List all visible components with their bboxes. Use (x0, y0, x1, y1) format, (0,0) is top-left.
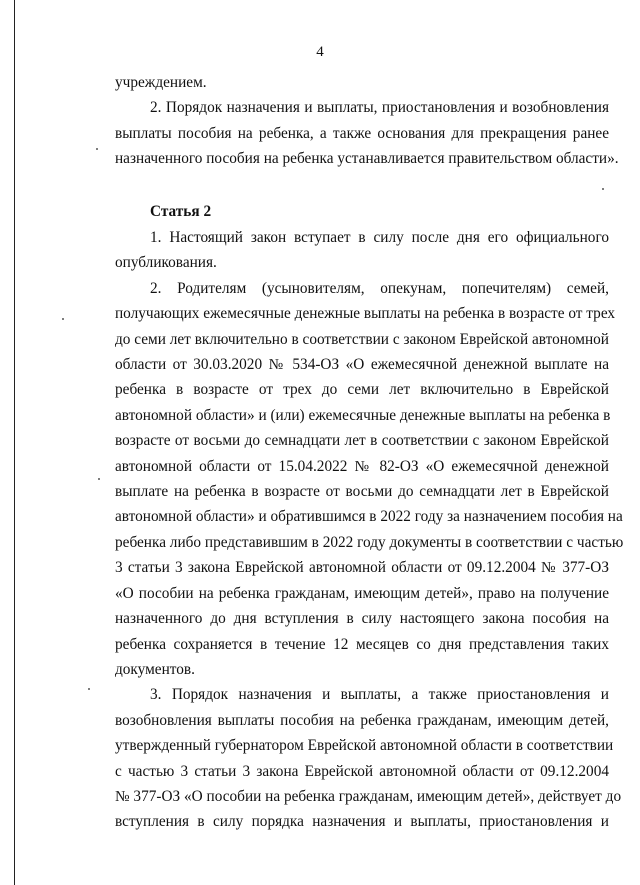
page-number: 4 (316, 44, 324, 60)
scan-speck (96, 148, 98, 150)
text-line: 2. Родителям (усыновителям, опекунам, попечителям) семей, (150, 279, 609, 297)
text-line: ребенка сохраняется в течение 12 месяцев со дня представления таких (115, 635, 609, 653)
text-line: возрасте от восьми до семнадцати лет в соответствии с законом Еврейской (115, 432, 609, 450)
text-line: выплаты пособия на ребенка, а также основания для прекращения ранее (115, 124, 609, 142)
text-line: «О пособии на ребенка гражданам, имеющим детей», право на получение (115, 584, 609, 602)
text-line: получающих ежемесячные денежные выплаты на ребенка в возрасте от трех (115, 305, 616, 323)
text-line: до семи лет включительно в соответствии с законом Еврейской автономной (115, 330, 609, 348)
article-heading: Статья 2 (150, 203, 212, 220)
text-line: назначенного до дня вступления в силу настоящего закона пособия на (115, 610, 609, 628)
text-line: 3. Порядок назначения и выплаты, а также приостановления и (150, 686, 609, 704)
text-line: ребенка либо представившим в 2022 году документы в соответствии с частью (115, 533, 624, 551)
text-line: автономной области» и (или) ежемесячные денежные выплаты на ребенка в (115, 406, 611, 424)
text-line: 1. Настоящий закон вступает в силу после дня его официального (150, 229, 609, 246)
scan-speck (98, 478, 100, 480)
binding-margin-line (14, 0, 15, 885)
text-line: области от 30.03.2020 № 534-ОЗ «О ежемесячной денежной выплате на (115, 356, 609, 374)
scan-speck (62, 318, 64, 320)
text-line: учреждением. (115, 74, 207, 91)
text-line: с частью 3 статьи 3 закона Еврейской автономной области от 09.12.2004 (115, 762, 609, 780)
article-2-body (115, 225, 624, 835)
text-line: № 377-ОЗ «О пособии на ребенка гражданам, имеющим детей», действует до (115, 787, 622, 805)
text-line: 2. Порядок назначения и выплаты, приостановления и возобновления (150, 99, 609, 117)
text-line: вступления в силу порядка назначения и выплаты, приостановления и (115, 813, 609, 831)
scan-speck (88, 688, 90, 690)
text-line: выплате на ребенка в возрасте от восьми до семнадцати лет в Еврейской (115, 483, 609, 501)
text-line: автономной области» и обратившимся в 2022 году за назначением пособия на (115, 508, 623, 526)
text-line: опубликования. (115, 254, 217, 272)
text-line: ребенка в возрасте от трех до семи лет включительно в Еврейской (115, 381, 609, 399)
article-1-continuation (115, 70, 619, 172)
text-line: утвержденный губернатором Еврейской автономной области в соответствии (115, 737, 614, 755)
text-line: автономной области от 15.04.2022 № 82-ОЗ «О ежемесячной денежной (115, 457, 609, 475)
text-line: документов. (115, 660, 195, 678)
text-line: 3 статьи 3 закона Еврейской автономной области от 09.12.2004 № 377-ОЗ (115, 559, 609, 577)
text-line: возобновления выплаты пособия на ребенка гражданам, имеющим детей, (115, 711, 609, 729)
scan-speck (602, 188, 604, 190)
text-line: назначенного пособия на ребенка устанавливается правительством области». (115, 150, 619, 168)
